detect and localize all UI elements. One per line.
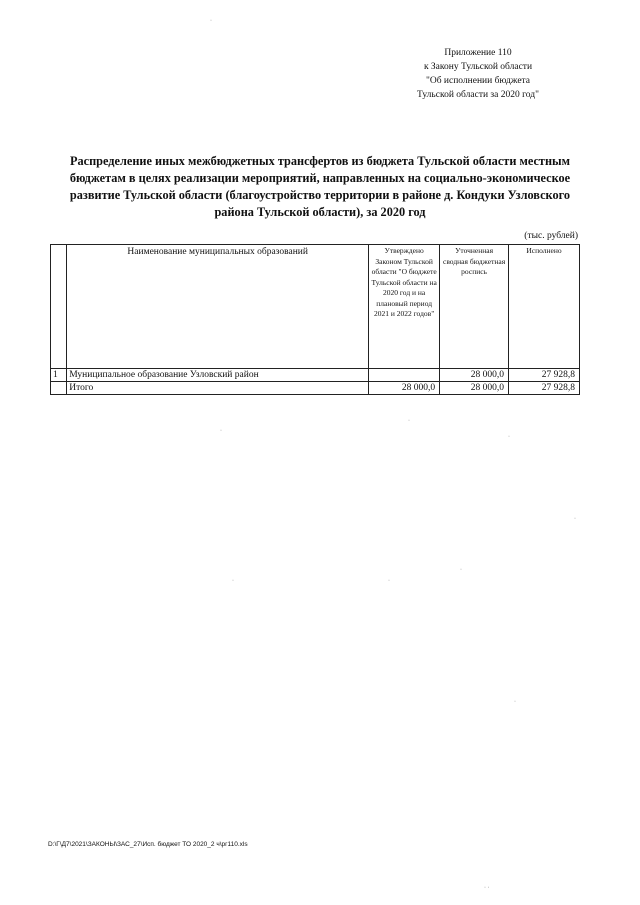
file-path-footer: D:\Г\Д7\2021\ЗАКОНЫ\ЗАС_27\Исп. бюджет ТО 2020_2 ч\рг110.xls xyxy=(48,841,248,848)
table-header-row xyxy=(51,245,580,369)
scan-speck: · xyxy=(508,434,510,440)
total-name: Итого xyxy=(67,382,369,395)
row-executed: 27 928,8 xyxy=(509,369,580,382)
header-index xyxy=(51,245,67,369)
scan-speck: · xyxy=(574,516,576,522)
total-executed: 27 928,8 xyxy=(509,382,580,395)
row-approved xyxy=(369,369,440,382)
units-label: (тыс. рублей) xyxy=(524,231,578,241)
scan-speck: · xyxy=(232,578,234,584)
total-refined: 28 000,0 xyxy=(440,382,509,395)
header-name: Наименование муниципальных образований xyxy=(67,245,369,369)
row-refined: 28 000,0 xyxy=(440,369,509,382)
transfers-table xyxy=(50,244,580,395)
header-executed: Исполнено xyxy=(509,245,580,369)
appendix-block xyxy=(380,46,576,102)
scan-speck: · · xyxy=(484,885,490,891)
scan-speck: · xyxy=(210,18,212,24)
total-index xyxy=(51,382,67,395)
appendix-line: "Об исполнении бюджета xyxy=(425,76,531,86)
scan-speck: · xyxy=(220,428,222,434)
table-total-row xyxy=(51,382,580,395)
appendix-line: к Закону Тульской области xyxy=(423,62,533,72)
row-name: Муниципальное образование Узловский район xyxy=(67,369,369,382)
header-refined: Уточненная сводная бюджетная роспись xyxy=(440,245,509,369)
title-line: развитие Тульской области (благоустройство территории в районе д. Кондуки Узловского xyxy=(69,188,571,202)
appendix-line: Тульской области за 2020 год" xyxy=(417,90,539,100)
table-row xyxy=(51,369,580,382)
title-line: района Тульской области), за 2020 год xyxy=(214,205,426,219)
appendix-line: Приложение 110 xyxy=(444,48,512,58)
row-index: 1 xyxy=(51,369,67,382)
scan-speck: · xyxy=(408,418,410,424)
total-approved: 28 000,0 xyxy=(369,382,440,395)
scan-speck: · xyxy=(460,567,462,573)
scan-speck: · xyxy=(388,578,390,584)
scan-speck: · xyxy=(514,699,516,705)
title-line: Распределение иных межбюджетных трансфертов из бюджета Тульской области местным xyxy=(69,154,571,168)
header-approved: Утверждено Законом Тульской области "О бюджете Тульской области на 2020 год и на плановый период 2021 и 2022 годов" xyxy=(369,245,440,369)
title-line: бюджетам в целях реализации мероприятий, направленных на социально-экономическое xyxy=(69,171,571,185)
document-title xyxy=(50,153,590,221)
